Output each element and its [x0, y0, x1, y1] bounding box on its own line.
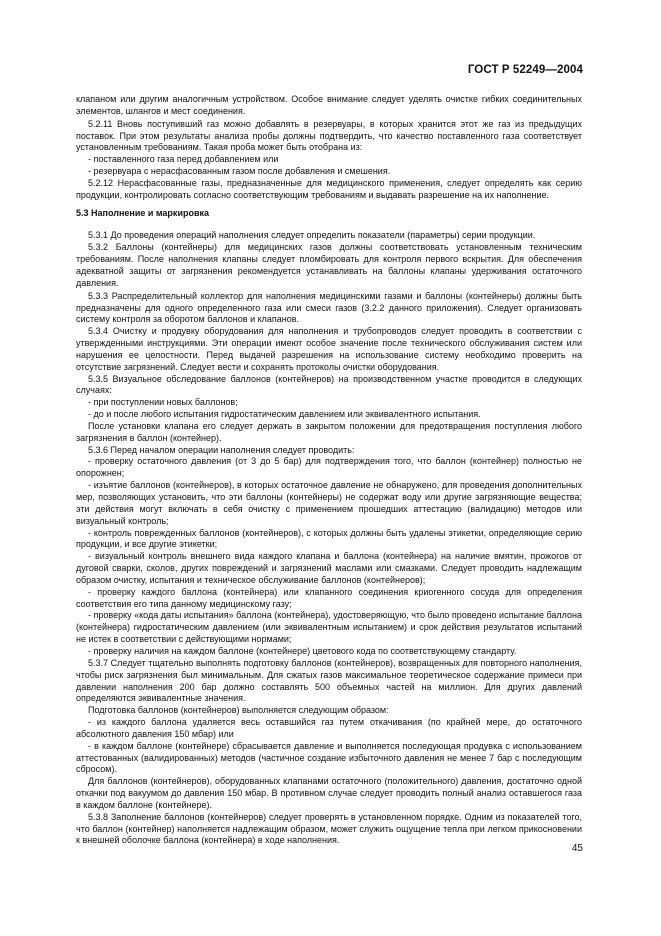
paragraph: 5.3.6 Перед началом операции наполнения следует проводить:	[88, 444, 355, 455]
paragraph: 5.3.7 Следует тщательно выполнять подготовку баллонов (контейнеров), возвращенных для повторного наполнения, чтобы риск загрязнения был минимальным. Для сжатых газов максимальное теоретическое содержание примеси при давлении наполнения 200 бар должно составлять 500 объемных частей на миллион. Для других давлений определяются эквивалентные значения.	[76, 657, 582, 704]
paragraph: - проверку каждого баллона (контейнера) или клапанного соединения криогенного сосуда для определения соответствия его типа данному медицинскому газу;	[76, 586, 582, 609]
document-body	[76, 94, 582, 847]
paragraph: - визуальный контроль внешнего вида каждого клапана и баллона (контейнера) на наличие вмятин, прожогов от дуговой сварки, сколов, других повреждений и загрязнений маслами или смазками. Следует проводить надлежащим образом очистку, испытания и техническое обслуживание баллонов (контейнеров);	[76, 551, 582, 585]
paragraph: клапаном или другим аналогичным устройством. Особое внимание следует уделять очистке гибких соединительных элементов, шлангов и мест соединения.	[76, 94, 582, 116]
paragraph: - из каждого баллона удаляется весь оставшийся газ путем откачивания (по крайней мере, до остаточного абсолютного давления 150 мбар) или	[76, 717, 582, 739]
paragraph: - в каждом баллоне (контейнере) сбрасывается давление и выполняется последующая продувка с использованием аттестованных (валидированных) методов (частичное создание избыточного давления не менее 7 бар с последующим сбросом).	[76, 740, 582, 775]
section-heading: 5.3 Наполнение и маркировка	[76, 207, 210, 218]
paragraph: - при поступлении новых баллонов;	[88, 397, 238, 408]
paragraph: 5.3.5 Визуальное обследование баллонов (контейнеров) на производственном участке проводится в следующих случаях:	[76, 373, 582, 396]
paragraph: 5.3.1 До проведения операций наполнения следует определить показатели (параметры) серии продукции.	[88, 230, 536, 241]
paragraph: Для баллонов (контейнеров), оборудованных клапанами остаточного (положительного) давления, достаточно одной откачки под вакуумом до давления 150 мбар. В противном случае следует проводить полный анализ оставшегося газа в каждом баллоне (контейнере).	[76, 776, 582, 810]
paragraph: 5.3.2 Баллоны (контейнеры) для медицинских газов должны соответствовать установленным техническим требованиям. После наполнения клапаны следует пломбировать для контроля первого вскрытия. Для обеспечения адекватной защиты от загрязнения рекомендуется устанавливать на баллоны клапаны удерживания остаточного давления.	[76, 242, 582, 288]
paragraph: - проверку остаточного давления (от 3 до 5 бар) для подтверждения того, что баллон (контейнер) полностью не опорожнен;	[76, 456, 582, 479]
paragraph: - проверку «кода даты испытания» баллона (контейнера), удостоверяющую, что было проведено испытание баллона (контейнера) гидростатическим давлением (или эквивалентным испытанием) и срок действия результатов испытаний не истек в соответствии с действующими нормами;	[76, 610, 582, 645]
page-number: 45	[571, 843, 583, 854]
paragraph: - поставленного газа перед добавлением или	[88, 154, 279, 165]
paragraph: 5.2.12 Нерасфасованные газы, предназначенные для медицинского применения, следует определять как серию продукции, контролировать согласно соответствующим требованиям и выдавать разрешение на их наполнение.	[76, 177, 582, 200]
paragraph: Подготовка баллонов (контейнеров) выполняется следующим образом:	[88, 705, 389, 716]
document-number-header: ГОСТ Р 52249—2004	[467, 64, 583, 76]
paragraph: - до и после любого испытания гидростатическим давлением или эквивалентного испытания.	[88, 409, 481, 420]
paragraph: - контроль поврежденных баллонов (контейнеров), с которых должны быть удалены этикетки, определяющие серию продукции, и все другие этикетки;	[76, 527, 582, 550]
paragraph: 5.3.8 Заполнение баллонов (контейнеров) следует проверять в установленном порядке. Одним из показателей того, что баллон (контейнер) наполняется надлежащим образом, может служить ощущение тепла при легком прикосновении к внешней оболочке баллона (контейнера) в ходе наполнения.	[76, 811, 582, 846]
paragraph: 5.3.3 Распределительный коллектор для наполнения медицинскими газами и баллоны (контейнеры) должны быть предназначены для одного определенного газа или смеси газов (3.2.2 данного приложения). Следует организовать систему контроля за оборотом баллонов и клапанов.	[76, 290, 582, 325]
paragraph: - проверку наличия на каждом баллоне (контейнере) цветового кода по соответствующему стандарту.	[88, 645, 517, 656]
paragraph: - резервуара с нерасфасованным газом после добавления и смешения.	[88, 166, 391, 177]
paragraph: 5.2.11 Вновь поступивший газ можно добавлять в резервуары, в которых хранится этот же газ из предыдущих поставок. При этом результаты анализа пробы должны подтвердить, что качество поставленного газа соответствует установленным требованиям. Такая проба может быть отобрана из:	[76, 118, 582, 153]
paragraph: 5.3.4 Очистку и продувку оборудования для наполнения и трубопроводов следует проводить в соответствии с утвержденными инструкциями. Эти операции имеют особое значение после технического обслуживания систем или нарушения ее целостности. Перед выдачей разрешения на использование систему необходимо проверить на отсутствие загрязнений. Следует вести и сохранять протоколы очистки оборудования.	[76, 326, 582, 372]
paragraph: - изъятие баллонов (контейнеров), в которых остаточное давление не обнаружено, для проведения дополнительных мер, позволяющих установить, что эти баллоны (контейнеры) не содержат воду или другие загрязняющие вещества; эти действия могут включать в себя очистку с применением прошедших аттестацию (валидацию) методов или визуальный контроль;	[76, 480, 582, 526]
paragraph: После установки клапана его следует держать в закрытом положении для предотвращения поступления любого загрязнения в баллон (контейнер).	[76, 420, 582, 443]
